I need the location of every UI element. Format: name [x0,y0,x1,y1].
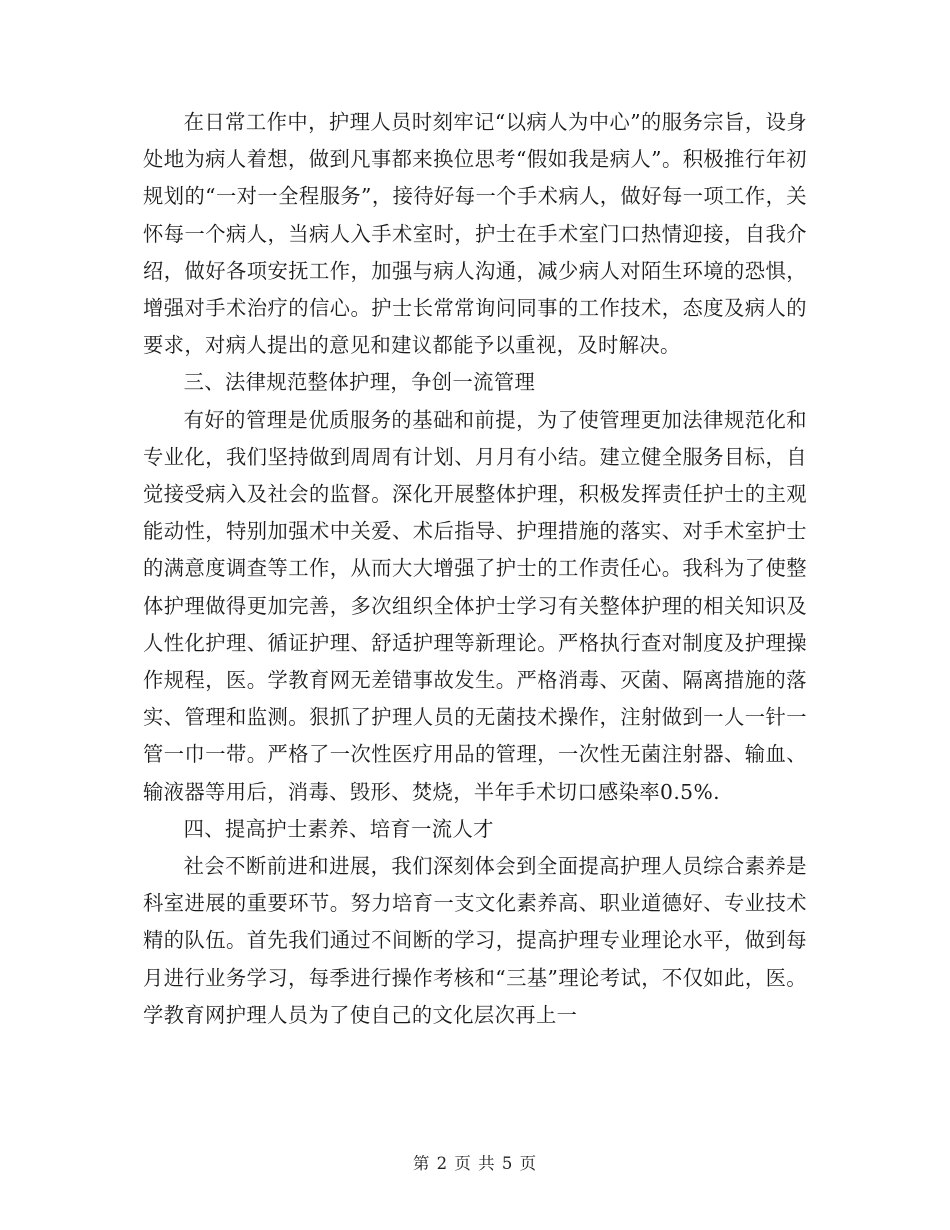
paragraph-patient-centered-service: 在日常工作中，护理人员时刻牢记“以病人为中心”的服务宗旨，设身处地为病人着想，做到凡事都来换位思考“假如我是病人”。积极推行年初规划的“一对一全程服务”，接待好每一个手术病人，做好每一项工作，关怀每一个病人，当病人入手术室时，护士在手术室门口热情迎接，自我介绍，做好各项安抚工作，加强与病人沟通，减少病人对陌生环境的恐惧，增强对手术治疗的信心。护士长常常询问同事的工作技术，态度及病人的要求，对病人提出的意见和建议都能予以重视，及时解决。 [143,110,807,358]
paragraph-nurse-quality: 社会不断前进和进展，我们深刻体会到全面提高护理人员综合素养是科室进展的重要环节。努力培育一支文化素养高、职业道德好、专业技术精的队伍。首先我们通过不间断的学习，提高护理专业理论水平，做到每月进行业务学习，每季进行操作考核和“三基”理论考试，不仅如此，医。学教育网护理人员为了使自己的文化层次再上一 [143,854,807,1027]
page-footer: 第 2 页 共 5 页 [412,1154,538,1173]
section-heading-four: 四、提高护士素养、培育一流人才 [183,816,494,841]
paragraph-management: 有好的管理是优质服务的基础和前提，为了使管理更加法律规范化和专业化，我们坚持做到周周有计划、月月有小结。建立健全服务目标，自觉接受病入及社会的监督。深化开展整体护理，积极发挥责任护士的主观能动性，特别加强术中关爱、术后指导、护理措施的落实、对手术室护士的满意度调查等工作，从而大大增强了护士的工作责任心。我科为了使整体护理做得更加完善，多次组织全体护士学习有关整体护理的相关知识及人性化护理、循证护理、舒适护理等新理论。严格执行查对制度及护理操作规程，医。学教育网无差错事故发生。严格消毒、灭菌、隔离措施的落实、管理和监测。狠抓了护理人员的无菌技术操作，注射做到一人一针一管一巾一带。严格了一次性医疗用品的管理，一次性无菌注射器、输血、输液器等用后，消毒、毁形、焚烧，半年手术切口感染率0.5%. [143,407,807,804]
document-body [143,104,807,1034]
section-heading-three: 三、法律规范整体护理，争创一流管理 [183,370,536,395]
